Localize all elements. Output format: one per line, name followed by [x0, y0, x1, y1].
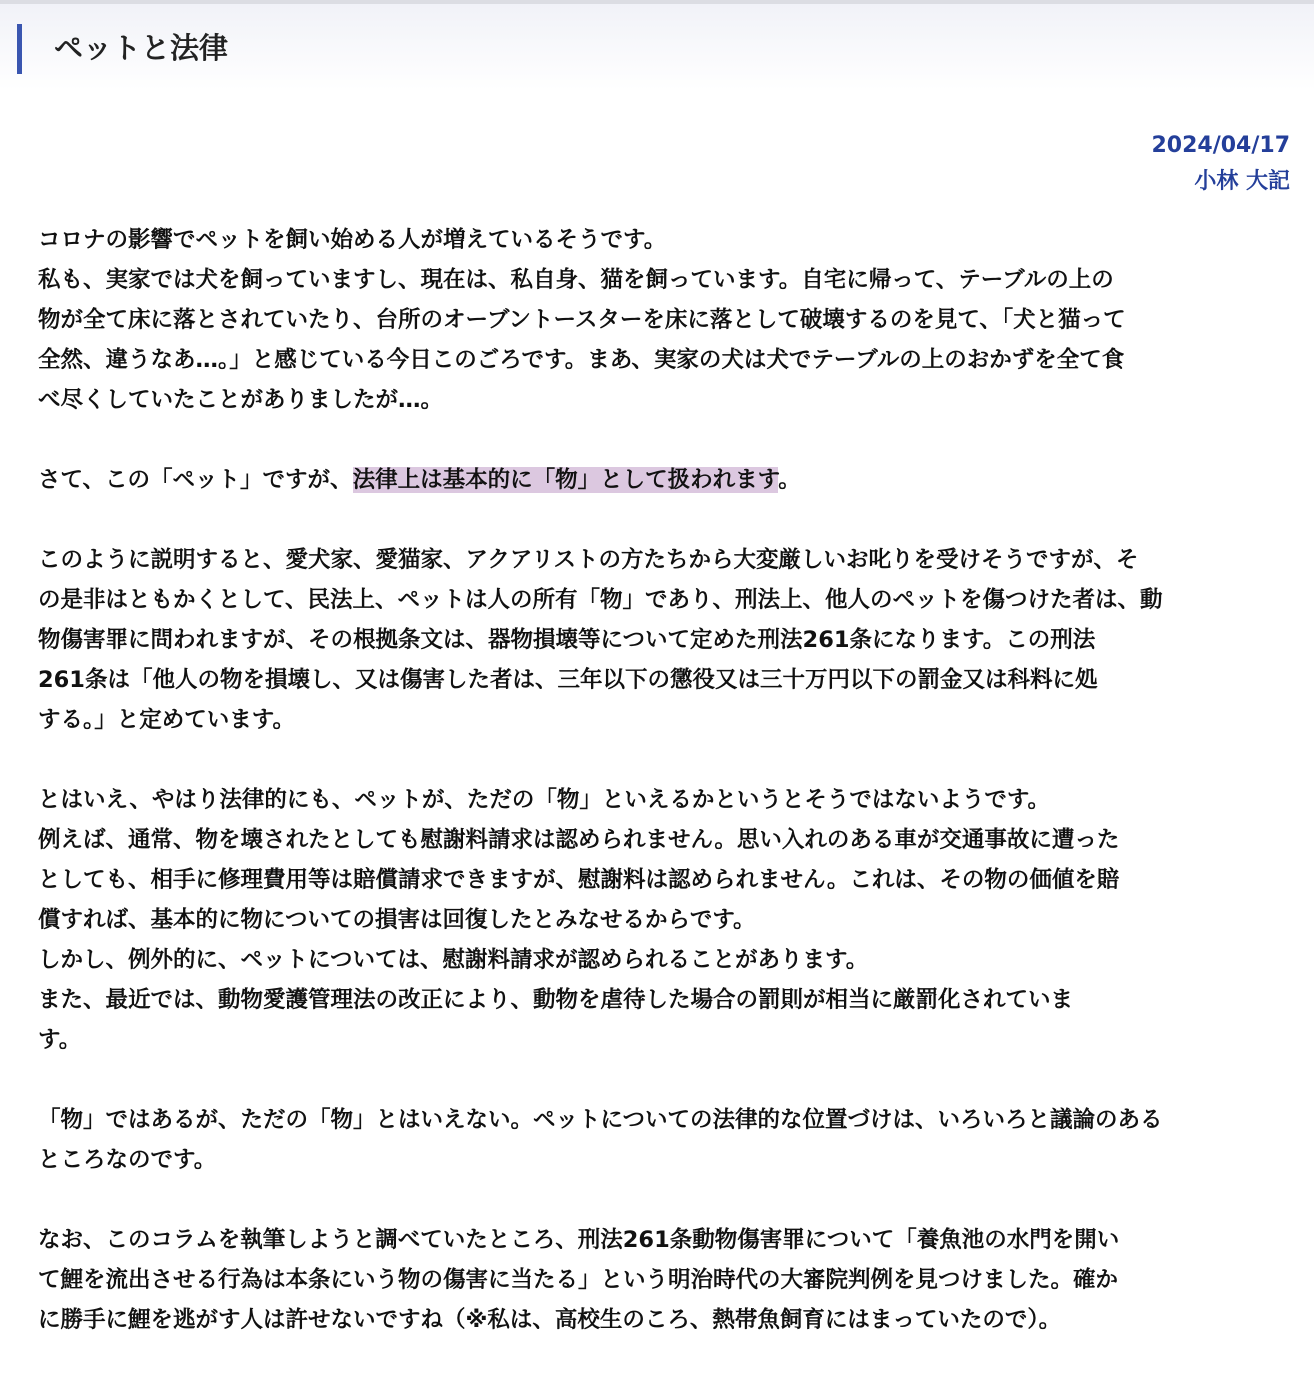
text-line: とはいえ、やはり法律的にも、ペットが、ただの「物」といえるかというとそうではないようです。 [38, 787, 1051, 813]
page-title: ペットと法律 [54, 31, 229, 65]
paragraph-closing [38, 1220, 1288, 1340]
text-line: また、最近では、動物愛護管理法の改正により、動物を虐待した場合の罰則が相当に厳罰化されていま [38, 987, 1074, 1013]
text-line: なお、このコラムを執筆しようと調べていたところ、刑法261条動物傷害罪について「養魚池の水門を開い [38, 1227, 1120, 1253]
paragraph-gap [38, 1060, 1288, 1100]
text-line: コロナの影響でペットを飼い始める人が増えているそうです。 [38, 227, 667, 253]
text-line: 全然、違うなあ…。」と感じている今日このごろです。まあ、実家の犬は犬でテーブルの上のおかずを全て食 [38, 347, 1125, 373]
text-before-highlight: さて、この「ペット」ですが、 [38, 467, 353, 493]
text-line: このように説明すると、愛犬家、愛猫家、アクアリストの方たちから大変厳しいお叱りを受けそうですが、そ [38, 547, 1139, 573]
text-line: ところなのです。 [38, 1147, 217, 1173]
text-line: す。 [38, 1027, 82, 1053]
text-line: しかし、例外的に、ペットについては、慰謝料請求が認められることがあります。 [38, 947, 869, 973]
paragraph-gap [38, 1180, 1288, 1220]
text-line: 償すれば、基本的に物についての損害は回復したとみなせるからです。 [38, 907, 756, 933]
paragraph-gap [38, 500, 1288, 540]
text-line: 261条は「他人の物を損壊し、又は傷害した者は、三年以下の懲役又は三十万円以下の罰金又は科料に処 [38, 667, 1098, 693]
article-body [38, 220, 1288, 1340]
paragraph-criminal-law [38, 540, 1288, 740]
text-line: としても、相手に修理費用等は賠償請求できますが、慰謝料は認められません。これは、その物の価値を賠 [38, 867, 1120, 893]
text-line: 私も、実家では犬を飼っていますし、現在は、私自身、猫を飼っています。自宅に帰って、テーブルの上の [38, 267, 1114, 293]
text-line: べ尽くしていたことがありましたが…。 [38, 387, 444, 413]
text-line: て鯉を流出させる行為は本条にいう物の傷害に当たる」という明治時代の大審院判例を見つけました。確か [38, 1267, 1119, 1293]
text-line: 「物」ではあるが、ただの「物」とはいえない。ペットについての法律的な位置づけは、いろいろと議論のある [38, 1107, 1163, 1133]
text-line: 物が全て床に落とされていたり、台所のオーブントースターを床に落として破壊するのを見て、「犬と猫って [38, 307, 1126, 333]
paragraph-gap [38, 740, 1288, 780]
text-after-highlight: 。 [778, 467, 801, 493]
text-line [38, 460, 1288, 500]
title-accent-bar [17, 24, 22, 74]
paragraph-intro [38, 220, 1288, 420]
text-line: 例えば、通常、物を壊されたとしても慰謝料請求は認められません。思い入れのある車が交通事故に遭った [38, 827, 1120, 853]
publish-date: 2024/04/17 [1151, 133, 1290, 158]
text-line: 物傷害罪に問われますが、その根拠条文は、器物損壊等について定めた刑法261条になります。この刑法 [38, 627, 1096, 653]
paragraph-key-point [38, 460, 1288, 500]
author-name: 小林 大記 [1194, 169, 1290, 194]
highlighted-text: 法律上は基本的に「物」として扱われます [352, 467, 779, 493]
title-bar [0, 4, 1314, 90]
article-meta [1151, 128, 1290, 200]
paragraph-consolation [38, 780, 1288, 1060]
text-line: に勝手に鯉を逃がす人は許せないですね（※私は、高校生のころ、熱帯魚飼育にはまっていたので）。 [38, 1307, 1062, 1333]
paragraph-gap [38, 420, 1288, 460]
text-line: する。」と定めています。 [38, 707, 295, 733]
text-line: の是非はともかくとして、民法上、ペットは人の所有「物」であり、刑法上、他人のペットを傷つけた者は、動 [38, 587, 1163, 613]
paragraph-position [38, 1100, 1288, 1180]
